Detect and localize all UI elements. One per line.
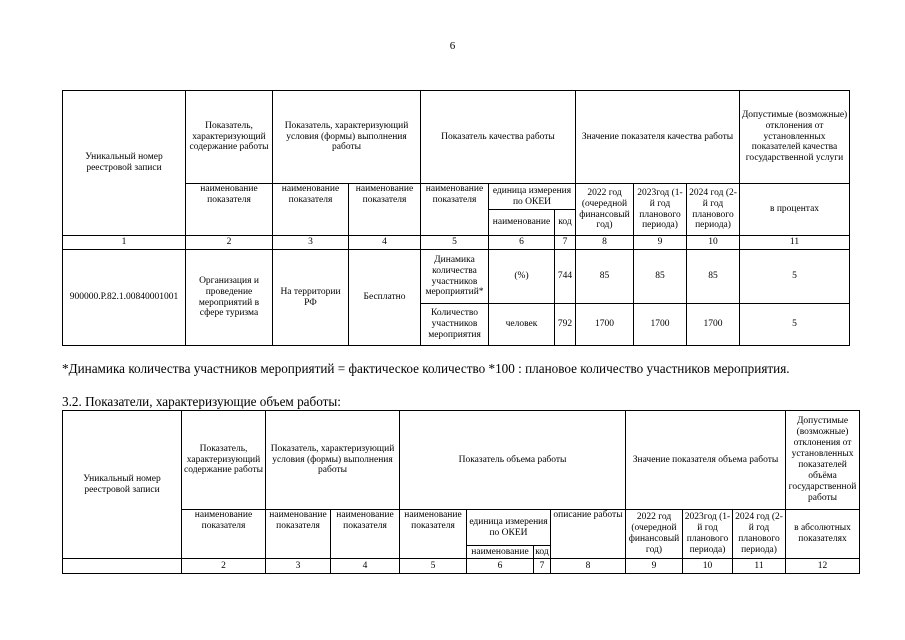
header-quality-indicator: Показатель качества работы — [421, 91, 576, 184]
subheader-unit-name: наименование — [489, 210, 555, 236]
header-deviation: Допустимые (возможные) отклонения от установленных показателей качества государственной услуги — [740, 91, 850, 184]
header-conditions-indicator: Показатель, характеризующий условия (формы) выполнения работы — [266, 411, 400, 510]
column-number: 7 — [555, 236, 576, 250]
subheader-name: наименование показателя — [400, 510, 467, 559]
subheader-unit-name: наименование — [467, 546, 534, 559]
subheader-in-absolute: в абсолютных показателях — [786, 510, 860, 559]
unit-code: 792 — [555, 304, 576, 346]
subheader-name: наименование показателя — [273, 184, 349, 236]
column-number: 9 — [634, 236, 687, 250]
column-number: 4 — [349, 236, 421, 250]
value-2024: 1700 — [687, 304, 740, 346]
column-number: 6 — [489, 236, 555, 250]
subheader-unit-code: код — [555, 210, 576, 236]
subheader-unit-okei: единица измерения по ОКЕИ — [489, 184, 576, 210]
subheader-year-2022: 2022 год (очередной финансовый год) — [626, 510, 683, 559]
header-content-indicator: Показатель, характеризующий содержание работы — [182, 411, 266, 510]
subheader-year-2024: 2024 год (2-й год планового периода) — [733, 510, 786, 559]
header-volume-indicator: Показатель объема работы — [400, 411, 626, 510]
column-number: 12 — [786, 559, 860, 574]
subheader-name: наименование показателя — [186, 184, 273, 236]
header-unique-number: Уникальный номер реестровой записи — [63, 91, 186, 236]
column-number: 11 — [740, 236, 850, 250]
value-2023: 85 — [634, 250, 687, 304]
volume-indicators-table — [62, 410, 860, 574]
subheader-name: наименование показателя — [266, 510, 331, 559]
subheader-year-2024: 2024 год (2-й год планового периода) — [687, 184, 740, 236]
column-number: 10 — [687, 236, 740, 250]
registry-number: 900000.Р.82.1.00840001001 — [63, 250, 186, 346]
header-deviation: Допустимые (возможные) отклонения от установленных показателей объёма государственной работы — [786, 411, 860, 510]
subheader-name: наименование показателя — [349, 184, 421, 236]
subheader-year-2022: 2022 год (очередной финансовый год) — [576, 184, 634, 236]
deviation-value: 5 — [740, 250, 850, 304]
subheader-name: наименование показателя — [182, 510, 266, 559]
value-2024: 85 — [687, 250, 740, 304]
column-number: 4 — [331, 559, 400, 574]
value-2023: 1700 — [634, 304, 687, 346]
quality-indicators-table — [62, 90, 850, 346]
quality-indicator-name: Динамика количества участников мероприятий* — [421, 250, 489, 304]
column-number: 9 — [626, 559, 683, 574]
subheader-name: наименование показателя — [421, 184, 489, 236]
page-number: 6 — [449, 40, 456, 52]
column-number: 6 — [467, 559, 534, 574]
column-number: 2 — [186, 236, 273, 250]
column-number: 11 — [733, 559, 786, 574]
footnote: *Динамика количества участников мероприятий = фактическое количество *100 : плановое количество участников мероприятия. — [62, 361, 790, 376]
column-number: 3 — [266, 559, 331, 574]
condition-territory: На территории РФ — [273, 250, 349, 346]
column-number: 1 — [63, 236, 186, 250]
deviation-value: 5 — [740, 304, 850, 346]
unit-code: 744 — [555, 250, 576, 304]
column-number: 5 — [421, 236, 489, 250]
work-content: Организация и проведение мероприятий в сфере туризма — [186, 250, 273, 346]
section-title: 3.2. Показатели, характеризующие объем работы: — [62, 394, 341, 409]
header-unique-number: Уникальный номер реестровой записи — [63, 411, 182, 559]
subheader-name: наименование показателя — [331, 510, 400, 559]
column-number: 8 — [551, 559, 626, 574]
column-number: 3 — [273, 236, 349, 250]
subheader-unit-code: код — [535, 546, 549, 557]
header-volume-value: Значение показателя объема работы — [626, 411, 786, 510]
condition-payment: Бесплатно — [349, 250, 421, 346]
header-conditions-indicator: Показатель, характеризующий условия (формы) выполнения работы — [273, 91, 421, 184]
column-number: 2 — [182, 559, 266, 574]
table-row — [63, 250, 850, 304]
unit-name: (%) — [489, 250, 555, 304]
value-2022: 1700 — [576, 304, 634, 346]
value-2022: 85 — [576, 250, 634, 304]
column-number: 10 — [683, 559, 733, 574]
unit-name: человек — [489, 304, 555, 346]
subheader-year-2023: 2023год (1-й год планового периода) — [634, 184, 687, 236]
column-number: 5 — [400, 559, 467, 574]
column-number: 8 — [576, 236, 634, 250]
subheader-year-2023: 2023год (1-й год планового периода) — [683, 510, 733, 559]
column-number: 7 — [534, 559, 551, 574]
subheader-unit-okei: единица измерения по ОКЕИ — [467, 510, 551, 546]
quality-indicator-name: Количество участников мероприятия — [421, 304, 489, 346]
column-number — [63, 559, 182, 574]
header-content-indicator: Показатель, характеризующий содержание работы — [186, 91, 273, 184]
subheader-description: описание работы — [551, 510, 626, 559]
header-quality-value: Значение показателя качества работы — [576, 91, 740, 184]
subheader-in-percent: в процентах — [740, 184, 850, 236]
